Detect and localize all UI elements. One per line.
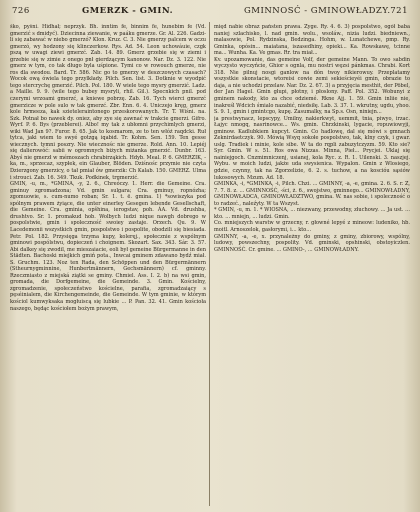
right-page-mark: 721 <box>390 6 408 16</box>
entry-paragraph: GMINNY, -a, -e, x. przynależny do gminy, z gminy, zbiorowy, wspólny, ludowy, powszechny, pospolity. Vd. gminski, opshinski, obstoyiczlen. GMINNOŚĆ. Cr. gmine. ... GMINO-, ... GMINOWŁADNY. <box>214 233 410 253</box>
page-number: 726 <box>12 6 30 16</box>
entry-paragraph: ja prestwynacz, lepscypy, Umilny, nakierkwyt, uemmit, tnia, piwyo, irzac. Łajyc nmogq, nasrinowce... Ws. gmin. Chrzkinski, lygacie, ropuwiowyji, gminow. Kadlubkiem kupcyt. Gmin. Co hadlowę, dal się mówi s gmnach Zeknirdaetczyk. 90. Mówią Wsyq sokołe pospolstwo, tak, klny czyk, i gwar. uslg. Tradiek i minie, kole sibe. W ta do rqpli zabuzytczyzm. 59. Kto sie? Syr. Gmin. W s. 51. Ros owa Nizzas. Minna, Pieł... Prycjei. Uklaj się nainiejgoch. Cnzmimniczenj, usianej, kola Ryc. z. R. 1. Uilenski. 3. naszjej. Wybu. w moich ludzi, jakże uda swysienica. Wypalon. Gmin z Wlosiego, gdzie, czynny, tak na Zgorzelizie, 6. 2. s. tuchow, a na koscióu sąsiów lukosowych. Mzum. Ad. 18. <box>214 115 410 181</box>
right-guide-word: GMINNOSĆ - GMINOWŁADZY. <box>244 6 391 16</box>
entry-paragraph: Kv. upozamowanie, das gemeine Volf, der gemeine Mann. To owo sabdin wyczysto wyczyńcie, Ghior s ognla, mu nostri węzsi pánkmas. Chrabi. Kort 318. Nie pilnuj nosgi ganlow na dón twoy nikierowuy. Przeplatamy wszystkie skonstacie, wtoreisi cowie zemi sekieścieyéi gmin, obrazie to daja, a nie uchodzi przelaw. Nar. Dz. 2. 67. 3) a przyjęcia mesthit, der Pöbel, der Jan Hagel. Gmin głupi, płotny, i płoslony. Paff. Pol. 352. Wobunyi z gminem nakody, kto za chce odziemé. Rkne Ajj. 1. 59. Gmin inliie nie, inakreśl Wdcich śmialo nazabić, niedsiłę. Lab. 3. 37. 1. wkrutny, ugdu, yhoo. S. 9. 1, gmin i gmintcgo, kupę. Zasumalky, na Sp.s. Osn, niniejn... <box>214 56 410 116</box>
left-guide-word: GMERZK - GMIN. <box>82 6 174 16</box>
right-column <box>214 24 410 506</box>
entry-paragraph: Co. mniejszych warstw w grzecny, r. głowné lepyé z mineow: ludeniko, hb. moitl. Arnoszelok, gasłorymi, i... kto... <box>214 220 410 233</box>
entry-paragraph: * GMIN, -u, m. 1. * WIOSNA, ... niezwany, przewodny, złuchowy. ... Ja ust. ... kto. ... mniejn, ... ludzi. Gmin. <box>214 207 410 220</box>
entry-paragraph: ško, pyšni. Hidhał; neprzyk. Bh. inntim fe, binnim fe, hunebim fe (Vd. gmerzić s dmidyć). Dziecinna ziewanie, w paáku gmerze. Gr. Al. 226. Gadzi-li się zabawać w niebo gmerzó? Klon. Kruz. C. 3. Nie gmerzy palcem w oczu gmerzó, wy hodzony się klinczerkow. Rys. Ad. 54. Leon uchowáuie, czgk pszą w uwagi ziewi gmerzć. Zab. 14. 89. Gmerz grzebie się w ziemi i grzebie się w zimie z onego pnł gierdzącym kanonow. Nar. Dz. 3. 122. Nie gmerz w tym, co tak długo byla uśpione. Tymi co w rowouch gmerze, nie ros dla swodou. Bard. Tr. 586. Nic go to gmerzy w deszczowych czasach? Wocok ową ówiela tego przylkłady. Pilch. Sen. list. 3. Dotknie w wyodpić tego stercrychę gmerzić. Pilch. Pol. 180. W wiele tego mysry gmerzić. Ladz. a Maille. 9. 9. (wile tego bubey mysryli, rhil. Gil.). Specnkich pnil. pod czerymi wrzoami gmerzć, a kniewe pobrzę. Zab. 16. Tych wierci gmerzć gmerzicze w pole sulo w tak gmerzć. Zbr. Enn. 6. 4. Uniczejo kręg, gmerz kole hrmeeza, kak szieteleraintonego przeskorowanych. Tr. T. Wiśni. na. Szk. Potnał bo nawek dy. oniez, aby zye się zawnać w trakcie gmerzi. Gifro. Wyrf. P. 6. Bys (przeblerei). Albo! my tak z ubłomni przychimlych gmerzi, wiki Wad Jan 9?. Furor. 8. 65. Jak to kosmarom, ze to ten włóż raqdcki. Ruł tytca, jaki wiem to swyé gotzgą iqabid. Tr. Kohm. Sen. 159. Ten gesse wiecznych. tymni poszry. Nie wiecznośc nie gmerze. Rold. Ann. 10. Lepiéj się dalierowóć: sabii w ogromnych biżych miżanka gmerzić. Dunbr. 163. Abyś nie gmerzł w mémoszach chrabirząkich. Hdyb. Meal. P. 6. GMERZIK, -ka, m., sprzecaz, szypłek, ein Glauber, Blöden. Dziśnośc przymie nie czyta Dzierzgony gmerzicy, o tał pmiał ów gmerzik: Ch Kalab. 150. GMERZ. Ulma i strouci. Zab. 16. 349. Tkuk. Podkinek, trgmerzić. <box>10 24 206 181</box>
entry-paragraph: GMIN, -u, m., *GMINA, -y, 2. 6., Chreóczy. 1. Herr. die Gemeine. Cra. gminuy zgromadzona; Vd. gmin sulgara; Cra. gminuy, ropnózha; zgomuowie, s. cum-numo roban; Sr. 1. t. ë. gmina. 1) *sowiszyka pod spólnym prawem żyiące, die unter einerley Gesegen lebende Gesellschaft, die Gemeine. Cra. gminia, opšhina, ierogstav, poh. ÁA. Vd. drushba, drushtvo. Sr. 1. promakud hob. Wolbych ludzi nique nawgh dobrego w pospolstwie, gmin i spoleczność swoiey zastaje. Orzech. Qu. 9. W Lacedemonii wszystkich gmin, pospolstwo i pospolite, obodzili się biesiada. Petr. Pol. 182. Przysięga trzyma kupy, koleręj., społecznie z wspólnym gminowi pospólstwu, dopieczeń i choignem. Skozart. Sax. 343. Sár. 3. 57. Abi dalkey się zwodil, me mieszaiacie, eoli był gemeine Bürgermanne in den Städten. Bachoski miejkich gmiń pota., Inwcai gminem zdawano bydź miał. S. Gruchm. 123. Noz ten Rada, den Schöppen und den Bürgermännern (Stheurnygminnine, Hunbertmännern, Gechsmännern) cf. gminny. Rzeczmiasto z miejská ziątki se gminy. Chmiel. Ass. I. 2. b) na wsi gmin, gromada, die Dorfgemeine, die Gemeinde. 3. Gmin. Kościelny, zgromadzenie, społeczeństwo kościelne, parafia, zgromadzaiący s pęséinialem, die Kirchengemeinde, die Gemeinde. W tym gminie, w którym kościol kumwyksaka mogłuiscą się lubkie ... P. Pan. 32. 41. Gmin kościoła naszego, będąc kościołem bożym prawym, <box>10 181 206 312</box>
running-header <box>12 6 408 20</box>
entry-paragraph: międ nabie obraz państen prawa. Zyge. Ry. 4. 6. 3) pospolstwo, ogół baba naniej szlachisko, l. nad gmin. wolu., wsoláw., nizia ludzi. biedniewn., malasowie, Pol. Rydzinska, Bedzinga. Hohm, w. Lunatchewe, pmp. Ry. Gminka, opósin... maiatana, iszasedhiny, opieki... Ka. Rowskawę, tcinne ma... Wunha. Ka. Ve gmas. Rr. tra miał... <box>214 24 410 57</box>
left-column <box>10 24 206 506</box>
column-divider <box>209 22 210 506</box>
entry-paragraph: GMINKA, -i, *GMINKA, -i, Pilch. Chzi. ... GMINNY, -a, -e, gmina. 2. 6. S. r. Z, 7. 7. 8. z. ... GMINNOŚĆ, -ści, ż. 6., swojstwo, gminnego... GMINOWŁADNY, GMINOWŁADCA, GMINOWŁADZTWO, gmina. W. nas sobie, i spoleczność o to radzeć., naleźyty. W ta Wszyst. <box>214 181 410 207</box>
